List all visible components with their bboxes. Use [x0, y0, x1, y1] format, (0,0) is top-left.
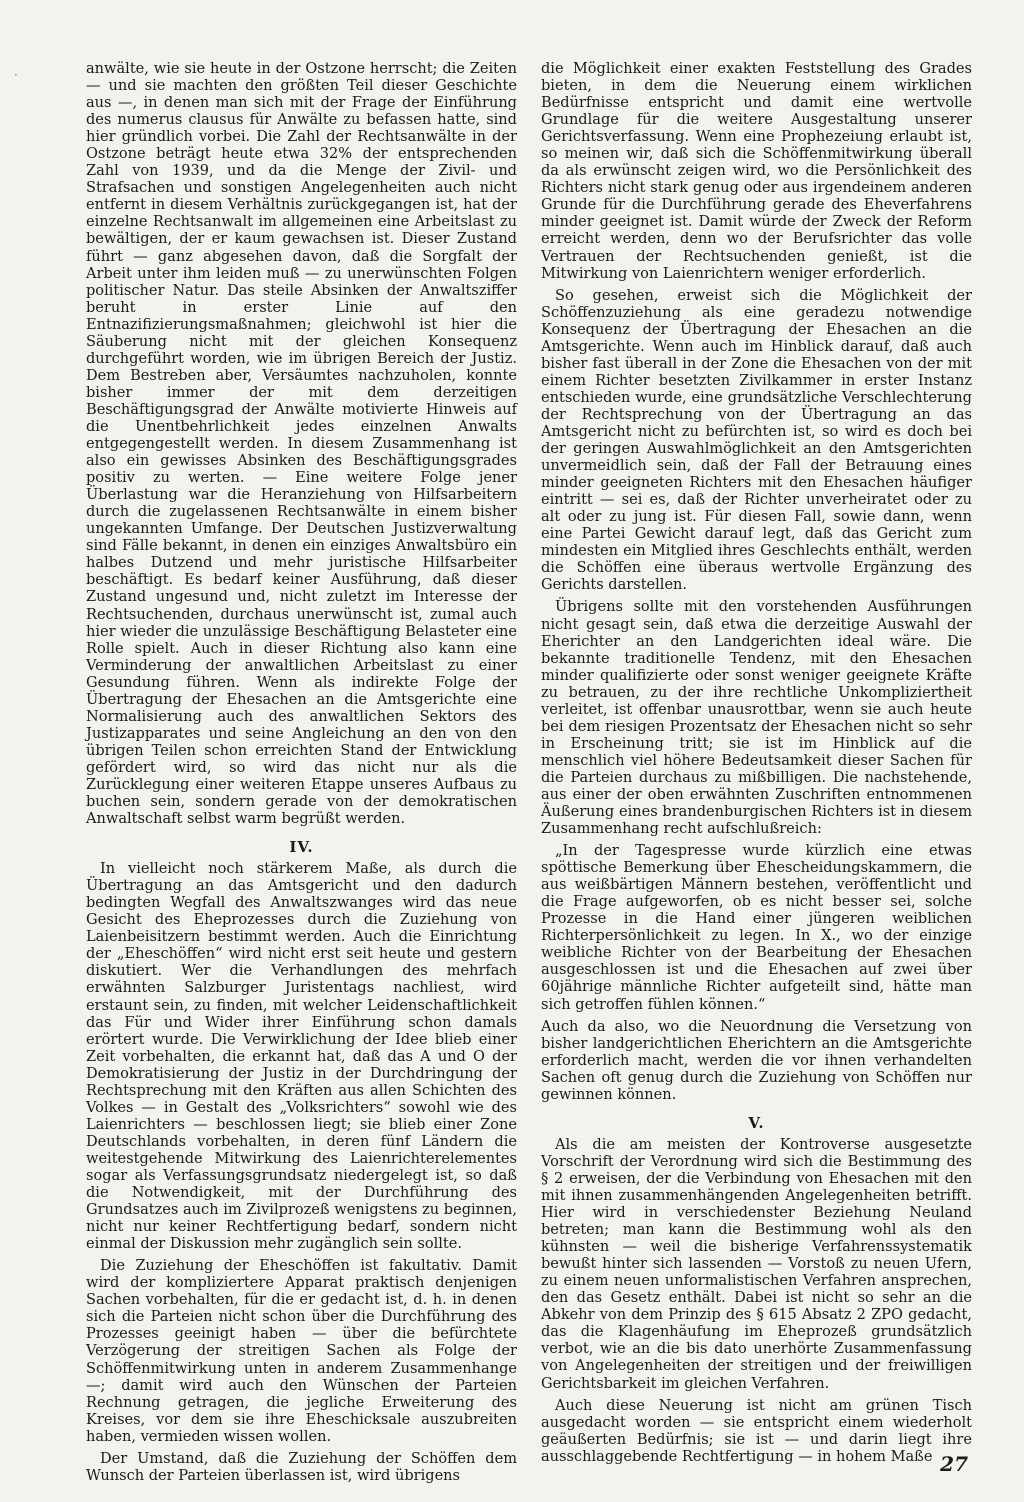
paragraph: In vielleicht noch stärkerem Maße, als durch die Übertragung an das Amtsgericht und den dadurch bedingten Wegfall des Anwaltszwanges wird das neue Gesicht des Eheprozesses durch die Zuziehung von Laienbeisitzern bestimmt werden. Auch die Einrichtung der „Eheschöffen“ wird nicht erst seit heute und gestern diskutiert. Wer die Verhandlungen des mehrfach erwähnten Salzburger Juristentags nachliest, wird erstaunt sein, zu finden, mit welcher Leidenschaftlichkeit das Für und Wider ihrer Einführung schon damals erörtert wurde. Die Verwirklichung der Idee blieb einer Zeit vorbehalten, die erkannt hat, daß das A und O der Demokratisierung der Justiz in der Durchdringung der Rechtsprechung mit den Kräften aus allen Schichten des Volkes — in Gestalt des „Volksrichters“ sowohl wie des Laienrichters — beschlossen liegt; sie blieb einer Zone Deutschlands vorbehalten, in deren fünf Ländern die weitestgehende Mitwirkung des Laienrichterelementes sogar als Verfassungsgrundsatz niedergelegt ist, so daß die Notwendigkeit, mit der Durchführung des Grundsatzes auch im Zivilprozeß wenigstens zu beginnen, nicht nur keiner Rechtfertigung bedarf, sondern nicht einmal der Diskussion mehr zugänglich sein sollte. [86, 860, 517, 1253]
paragraph: Auch da also, wo die Neuordnung die Versetzung von bisher landgerichtlichen Eherichtern an die Amtsgerichte erforderlich macht, werden die vor ihnen verhandelten Sachen oft genug durch die Zuziehung von Schöffen nur gewinnen können. [541, 1017, 972, 1103]
paragraph: Auch diese Neuerung ist nicht am grünen Tisch ausgedacht worden — sie entspricht einem wiederholt geäußerten Bedürfnis; sie ist — und darin liegt ihre ausschlaggebende Rechtfertigung — in hohem Maße [541, 1396, 972, 1465]
paragraph: die Möglichkeit einer exakten Feststellung des Grades bieten, in dem die Neuerung einem wirklichen Bedürfnisse entspricht und damit eine wertvolle Grundlage für die weitere Ausgestaltung unserer Gerichtsverfassung. Wenn eine Prophezeiung erlaubt ist, so meinen wir, daß sich die Schöffenmitwirkung überall da als erwünscht zeigen wird, wo die Persönlichkeit des Richters nicht stark genug oder aus irgendeinem anderen Grunde für die Durchführung gerade des Eheverfahrens minder geeignet ist. Damit würde der Zweck der Reform erreicht werden, denn wo der Berufsrichter das volle Vertrauen der Rechtsuchenden genießt, ist die Mitwirkung von Laienrichtern weniger erforderlich. [541, 60, 972, 282]
margin-mark: · [14, 68, 18, 82]
paragraph: Der Umstand, daß die Zuziehung der Schöffen dem Wunsch der Parteien überlassen ist, wird übrigens [86, 1449, 517, 1484]
paragraph: Übrigens sollte mit den vorstehenden Ausführungen nicht gesagt sein, daß etwa die derzeitige Auswahl der Eherichter an den Landgerichten ideal wäre. Die bekannte traditionelle Tendenz, mit den Ehesachen minder qualifizierte oder sonst weniger geeignete Kräfte zu betrauen, zu der ihre rechtliche Unkompliziertheit verleitet, ist offenbar unausrottbar, wenn sie auch heute bei dem riesigen Prozentsatz der Ehesachen nicht so sehr in Erscheinung tritt; sie ist im Hinblick auf die menschlich viel höhere Bedeutsamkeit dieser Sachen für die Parteien durchaus zu mißbilligen. Die nachstehende, aus einer der oben erwähnten Zuschriften entnommenen Äußerung eines brandenburgischen Richters ist in diesem Zusammenhang recht aufschlußreich: [541, 598, 972, 838]
paragraph: Als die am meisten der Kontroverse ausgesetzte Vorschrift der Verordnung wird sich die Bestimmung des § 2 erweisen, der die Verbindung von Ehesachen mit den mit ihnen zusammenhängenden Angelegenheiten betrifft. Hier wird in verschiedenster Beziehung Neuland betreten; man kann die Bestimmung wohl als den kühnsten — weil die bisherige Verfahrenssystematik bewußt hinter sich lassenden — Vorstoß zu neuen Ufern, zu einem neuen unformalistischen Verfahren ansprechen, den das Gesetz enthält. Dabei ist nicht so sehr an die Abkehr von dem Prinzip des § 615 Absatz 2 ZPO gedacht, das die Klagenhäufung im Eheprozeß grundsätzlich verbot, wie an die bis dato unerhörte Zusammenfassung von Angelegenheiten der streitigen und der freiwilligen Gerichtsbarkeit im gleichen Verfahren. [541, 1135, 972, 1392]
page-number: 27 [940, 1452, 968, 1476]
paragraph: anwälte, wie sie heute in der Ostzone herrscht; die Zeiten — und sie machten den größten Teil dieser Geschichte aus —, in denen man sich mit der Frage der Einführung des numerus clausus für Anwälte zu befassen hatte, sind hier gründlich vorbei. Die Zahl der Rechtsanwälte in der Ostzone beträgt heute etwa 32% der entsprechenden Zahl von 1939, und da die Menge der Zivil- und Strafsachen und sonstigen Angelegenheiten auch nicht entfernt in diesem Verhältnis zurückgegangen ist, hat der einzelne Rechtsanwalt im allgemeinen eine Arbeitslast zu bewältigen, der er kaum gewachsen ist. Dieser Zustand führt — ganz abgesehen davon, daß die Sorgfalt der Arbeit unter ihm leiden muß — zu unerwünschten Folgen politischer Natur. Das steile Absinken der Anwaltsziffer beruht in erster Linie auf den Entnazifizierungsmaßnahmen; gleichwohl ist hier die Säuberung nicht mit der gleichen Konsequenz durchgeführt worden, wie im übrigen Bereich der Justiz. Dem Bestreben aber, Versäumtes nachzuholen, konnte bisher immer der mit dem derzeitigen Beschäftigungsgrad der Anwälte motivierte Hinweis auf die Unentbehrlichkeit jedes einzelnen Anwalts entgegengestellt werden. In diesem Zusammenhang ist also ein gewisses Absinken des Beschäftigungsgrades positiv zu werten. — Eine weitere Folge jener Überlastung war die Heranziehung von Hilfsarbeitern durch die zugelassenen Rechtsanwälte in einem bisher ungekannten Umfange. Der Deutschen Justizverwaltung sind Fälle bekannt, in denen ein einziges Anwaltsbüro ein halbes Dutzend und mehr juristische Hilfsarbeiter beschäftigt. Es bedarf keiner Ausführung, daß dieser Zustand ungesund und, nicht zuletzt im Interesse der Rechtsuchenden, durchaus unerwünscht ist, zumal auch hier wieder die unzulässige Beschäftigung Belasteter eine Rolle spielt. Auch in dieser Richtung also kann eine Verminderung der anwaltlichen Arbeitslast zu einer Gesundung führen. Wenn als indirekte Folge der Übertragung der Ehesachen an die Amtsgerichte eine Normalisierung auch des anwaltlichen Sektors des Justizapparates und seine Angleichung an den von den übrigen Teilen schon erreichten Stand der Entwicklung gefördert wird, so wird das nicht nur als die Zurücklegung einer weiteren Etappe unseres Aufbaus zu buchen sein, sondern gerade von der demokratischen Anwaltschaft selbst warm begrüßt werden. [86, 60, 517, 828]
text-columns [86, 60, 972, 1489]
right-column [541, 60, 972, 1489]
paragraph: So gesehen, erweist sich die Möglichkeit der Schöffenzuziehung als eine geradezu notwendige Konsequenz der Übertragung der Ehesachen an die Amtsgerichte. Wenn auch im Hinblick darauf, daß auch bisher fast überall in der Zone die Ehesachen von der mit einem Richter besetzten Zivilkammer in erster Instanz entschieden wurde, eine grundsätzliche Verschlechterung der Rechtsprechung von der Übertragung an das Amtsgericht nicht zu befürchten ist, so wird es doch bei der geringen Auswahlmöglichkeit an den Amtsgerichten unvermeidlich sein, daß der Fall der Betrauung eines minder geeigneten Richters mit den Ehesachen häufiger eintritt — sei es, daß der Richter unverheiratet oder zu alt oder zu jung ist. Für diesen Fall, sowie dann, wenn eine Partei Gewicht darauf legt, daß das Gericht zum mindesten ein Mitglied ihres Geschlechts enthält, werden die Schöffen eine überaus wertvolle Ergänzung des Gerichts darstellen. [541, 286, 972, 594]
left-column [86, 60, 517, 1489]
section-heading-v: V. [748, 1113, 765, 1132]
section-heading-iv: IV. [289, 838, 314, 857]
paragraph: Die Zuziehung der Eheschöffen ist fakultativ. Damit wird der kompliziertere Apparat praktisch denjenigen Sachen vorbehalten, für die er gedacht ist, d. h. in denen sich die Parteien nicht schon über die Durchführung des Prozesses geeinigt haben — über die befürchtete Verzögerung der streitigen Sachen als Folge der Schöffenmitwirkung unten in anderem Zusammenhange —; damit wird auch den Wünschen der Parteien Rechnung getragen, die jegliche Erweiterung des Kreises, vor dem sie ihre Eheschicksale auszubreiten haben, vermieden wissen wollen. [86, 1257, 517, 1445]
block-quote: „In der Tagespresse wurde kürzlich eine etwas spöttische Bemerkung über Ehescheidungskammern, die aus weißbärtigen Männern bestehen, veröffentlicht und die Frage aufgeworfen, ob es nicht besser sei, solche Prozesse in die Hand einer jüngeren weiblichen Richterpersönlichkeit zu legen. In X., wo der einzige weibliche Richter von der Bearbeitung der Ehesachen ausgeschlossen ist und die Ehesachen auf zwei über 60jährige männliche Richter aufgeteilt sind, hätte man sich getroffen fühlen können.“ [541, 842, 972, 1013]
